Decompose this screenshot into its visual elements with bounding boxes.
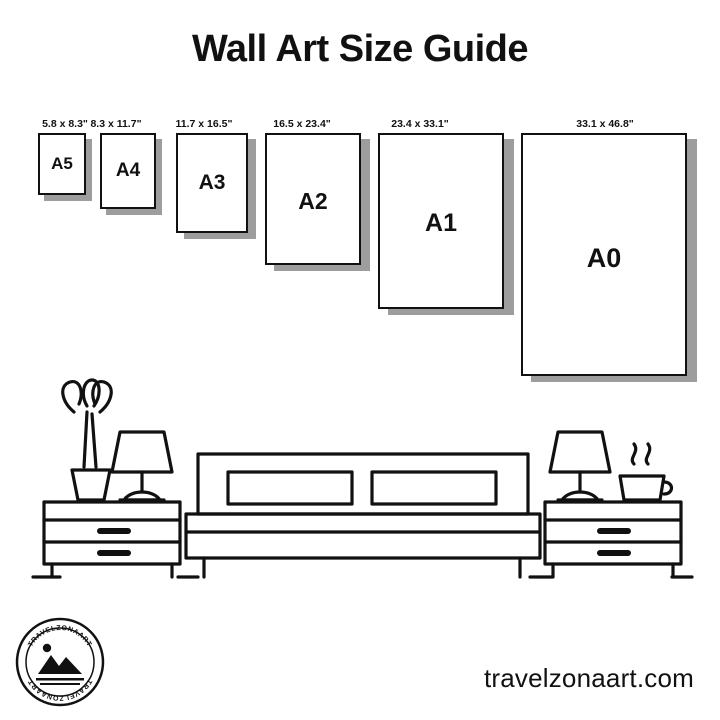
frame-box-a2 xyxy=(265,133,361,265)
frame-box-a5 xyxy=(38,133,86,195)
bed-icon xyxy=(186,454,540,577)
brand-logo xyxy=(14,616,106,708)
logo-text-top: TRAVELZONAART xyxy=(27,624,93,649)
frame-box-a4 xyxy=(100,133,156,209)
logo-text-bottom: TRAVELZONAART xyxy=(27,677,93,702)
frame-dimension-a0: 33.1 x 46.8" xyxy=(576,118,634,130)
frame-dimension-a5: 5.8 x 8.3" xyxy=(42,118,88,130)
vase-with-flowers-icon xyxy=(63,380,111,500)
left-nightstand-icon xyxy=(44,502,180,577)
brand-logo-svg xyxy=(14,616,106,708)
page-title: Wall Art Size Guide xyxy=(191,28,529,70)
mountain-icon xyxy=(36,644,84,685)
frame-label-a0: A0 xyxy=(586,243,622,273)
right-lamp-icon xyxy=(550,432,610,500)
frame-dimension-a4: 8.3 x 11.7" xyxy=(90,118,142,130)
left-lamp-icon xyxy=(112,432,172,500)
frame-dimension-a3: 11.7 x 16.5" xyxy=(175,118,233,130)
frame-label-a5: A5 xyxy=(51,154,73,173)
frame-label-a1: A1 xyxy=(425,209,457,237)
frame-dimension-a1: 23.4 x 33.1" xyxy=(391,118,449,130)
website-url: travelzonaart.com xyxy=(483,663,694,693)
frame-label-a4: A4 xyxy=(115,160,141,181)
coffee-cup-icon xyxy=(620,444,672,500)
frame-box-a1 xyxy=(378,133,504,309)
frame-box-a3 xyxy=(176,133,248,233)
frame-dimension-a2: 16.5 x 23.4" xyxy=(273,118,331,130)
frame-box-a0 xyxy=(521,133,687,376)
right-nightstand-icon xyxy=(545,502,681,577)
bedroom-illustration xyxy=(0,372,720,612)
frame-label-a3: A3 xyxy=(198,171,226,194)
bedroom-svg xyxy=(0,372,720,612)
frame-label-a2: A2 xyxy=(298,188,328,214)
